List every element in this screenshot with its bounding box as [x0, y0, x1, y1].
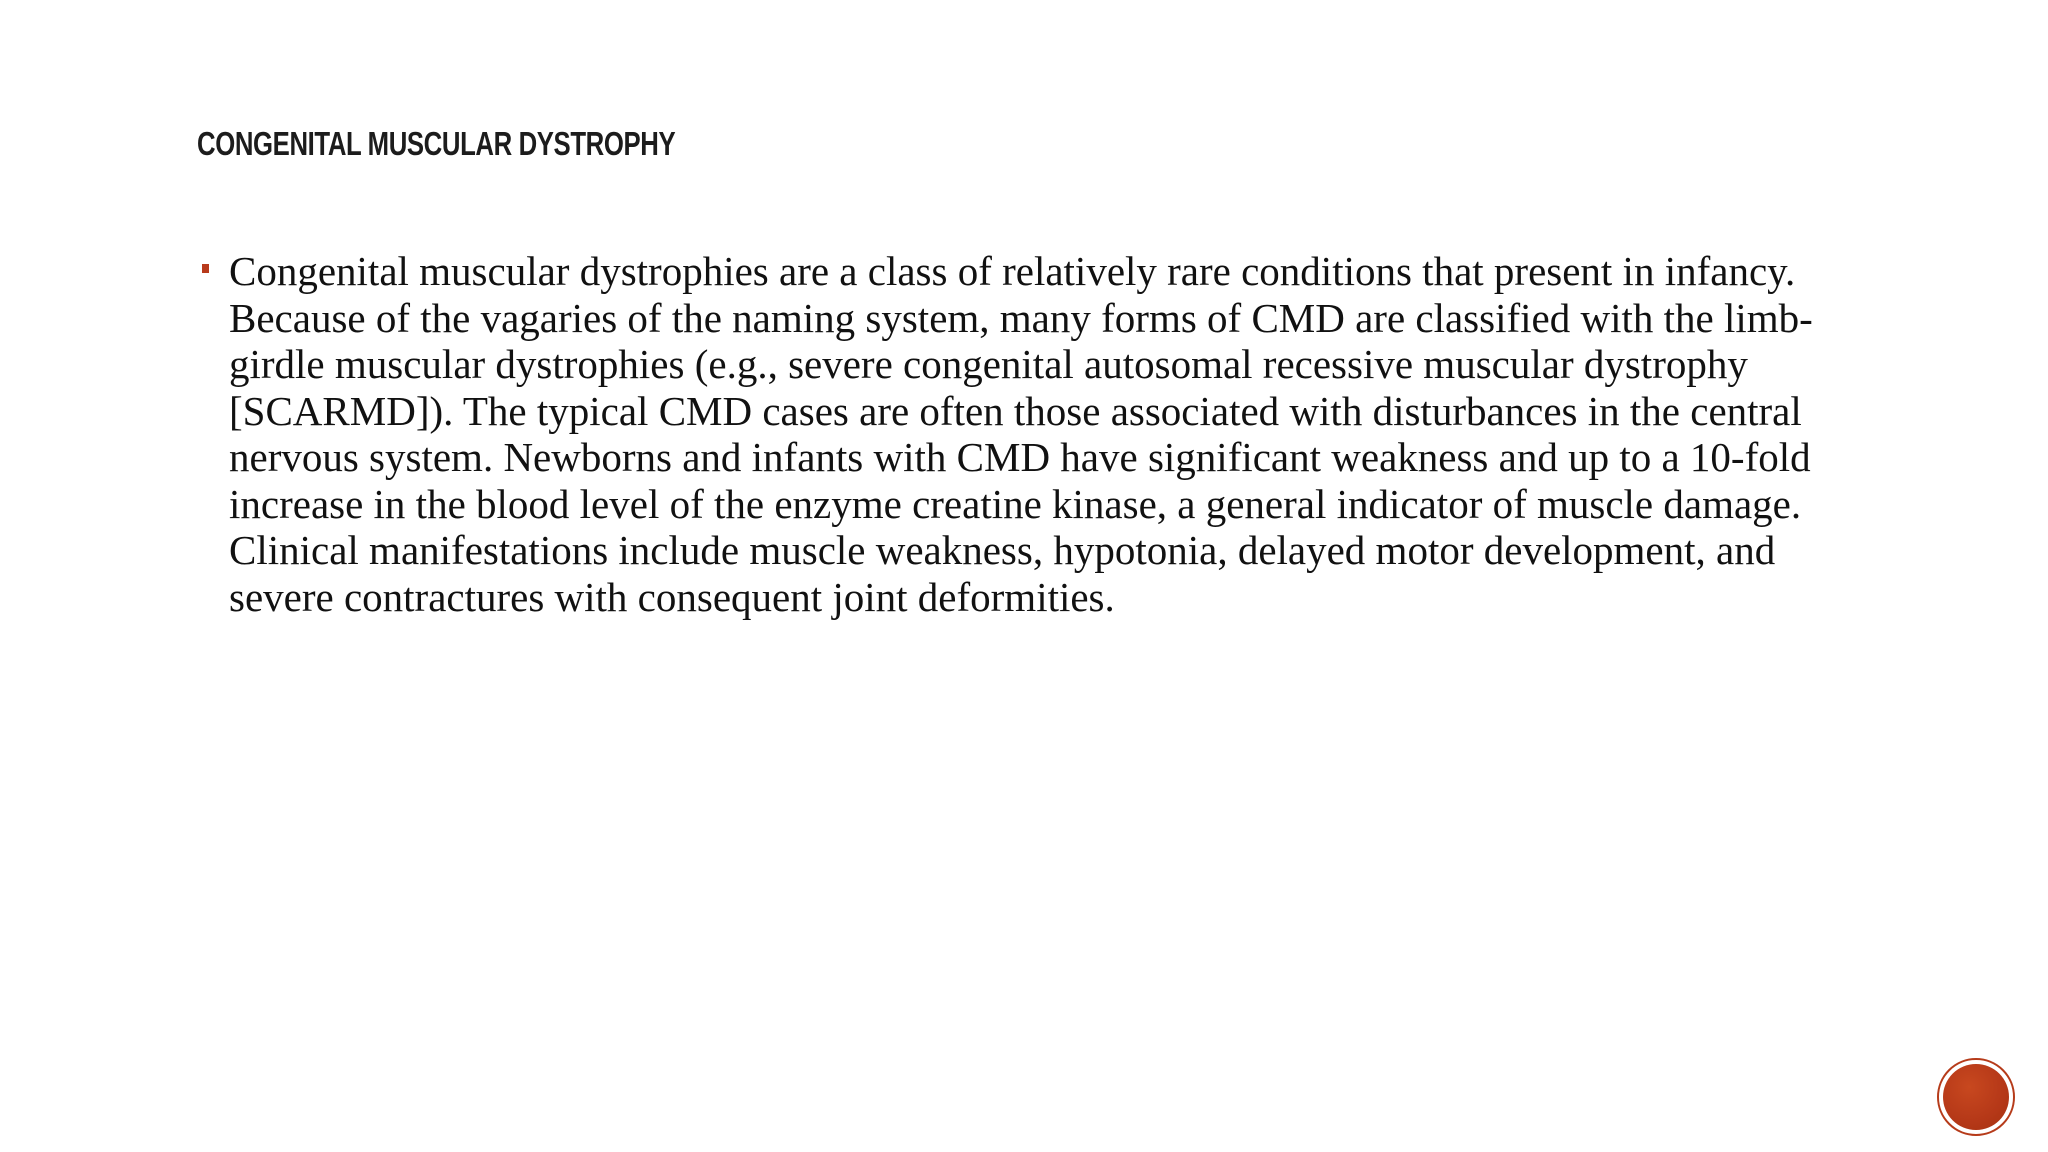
slide-title: CONGENITAL MUSCULAR DYSTROPHY [197, 125, 676, 162]
corner-circle-fill [1943, 1064, 2009, 1130]
corner-circle-icon [1937, 1058, 2015, 1136]
bullet-list [197, 248, 1877, 620]
square-bullet-icon [202, 264, 209, 273]
bullet-item [197, 248, 1877, 620]
bullet-text: Congenital muscular dystrophies are a class of relatively rare conditions that present in infancy. Because of the vagaries of the naming system, many forms of CMD are classified with the limb-girdle muscular dystrophies (e.g., severe congenital autosomal recessive muscular dystrophy [SCARMD]). The typical CMD cases are often those associated with disturbances in the central nervous system. Newborns and infants with CMD have significant weakness and up to a 10-fold increase in the blood level of the enzyme creatine kinase, a general indicator of muscle damage. Clinical manifestations include muscle weakness, hypotonia, delayed motor development, and severe contractures with consequent joint deformities. [229, 248, 1813, 620]
